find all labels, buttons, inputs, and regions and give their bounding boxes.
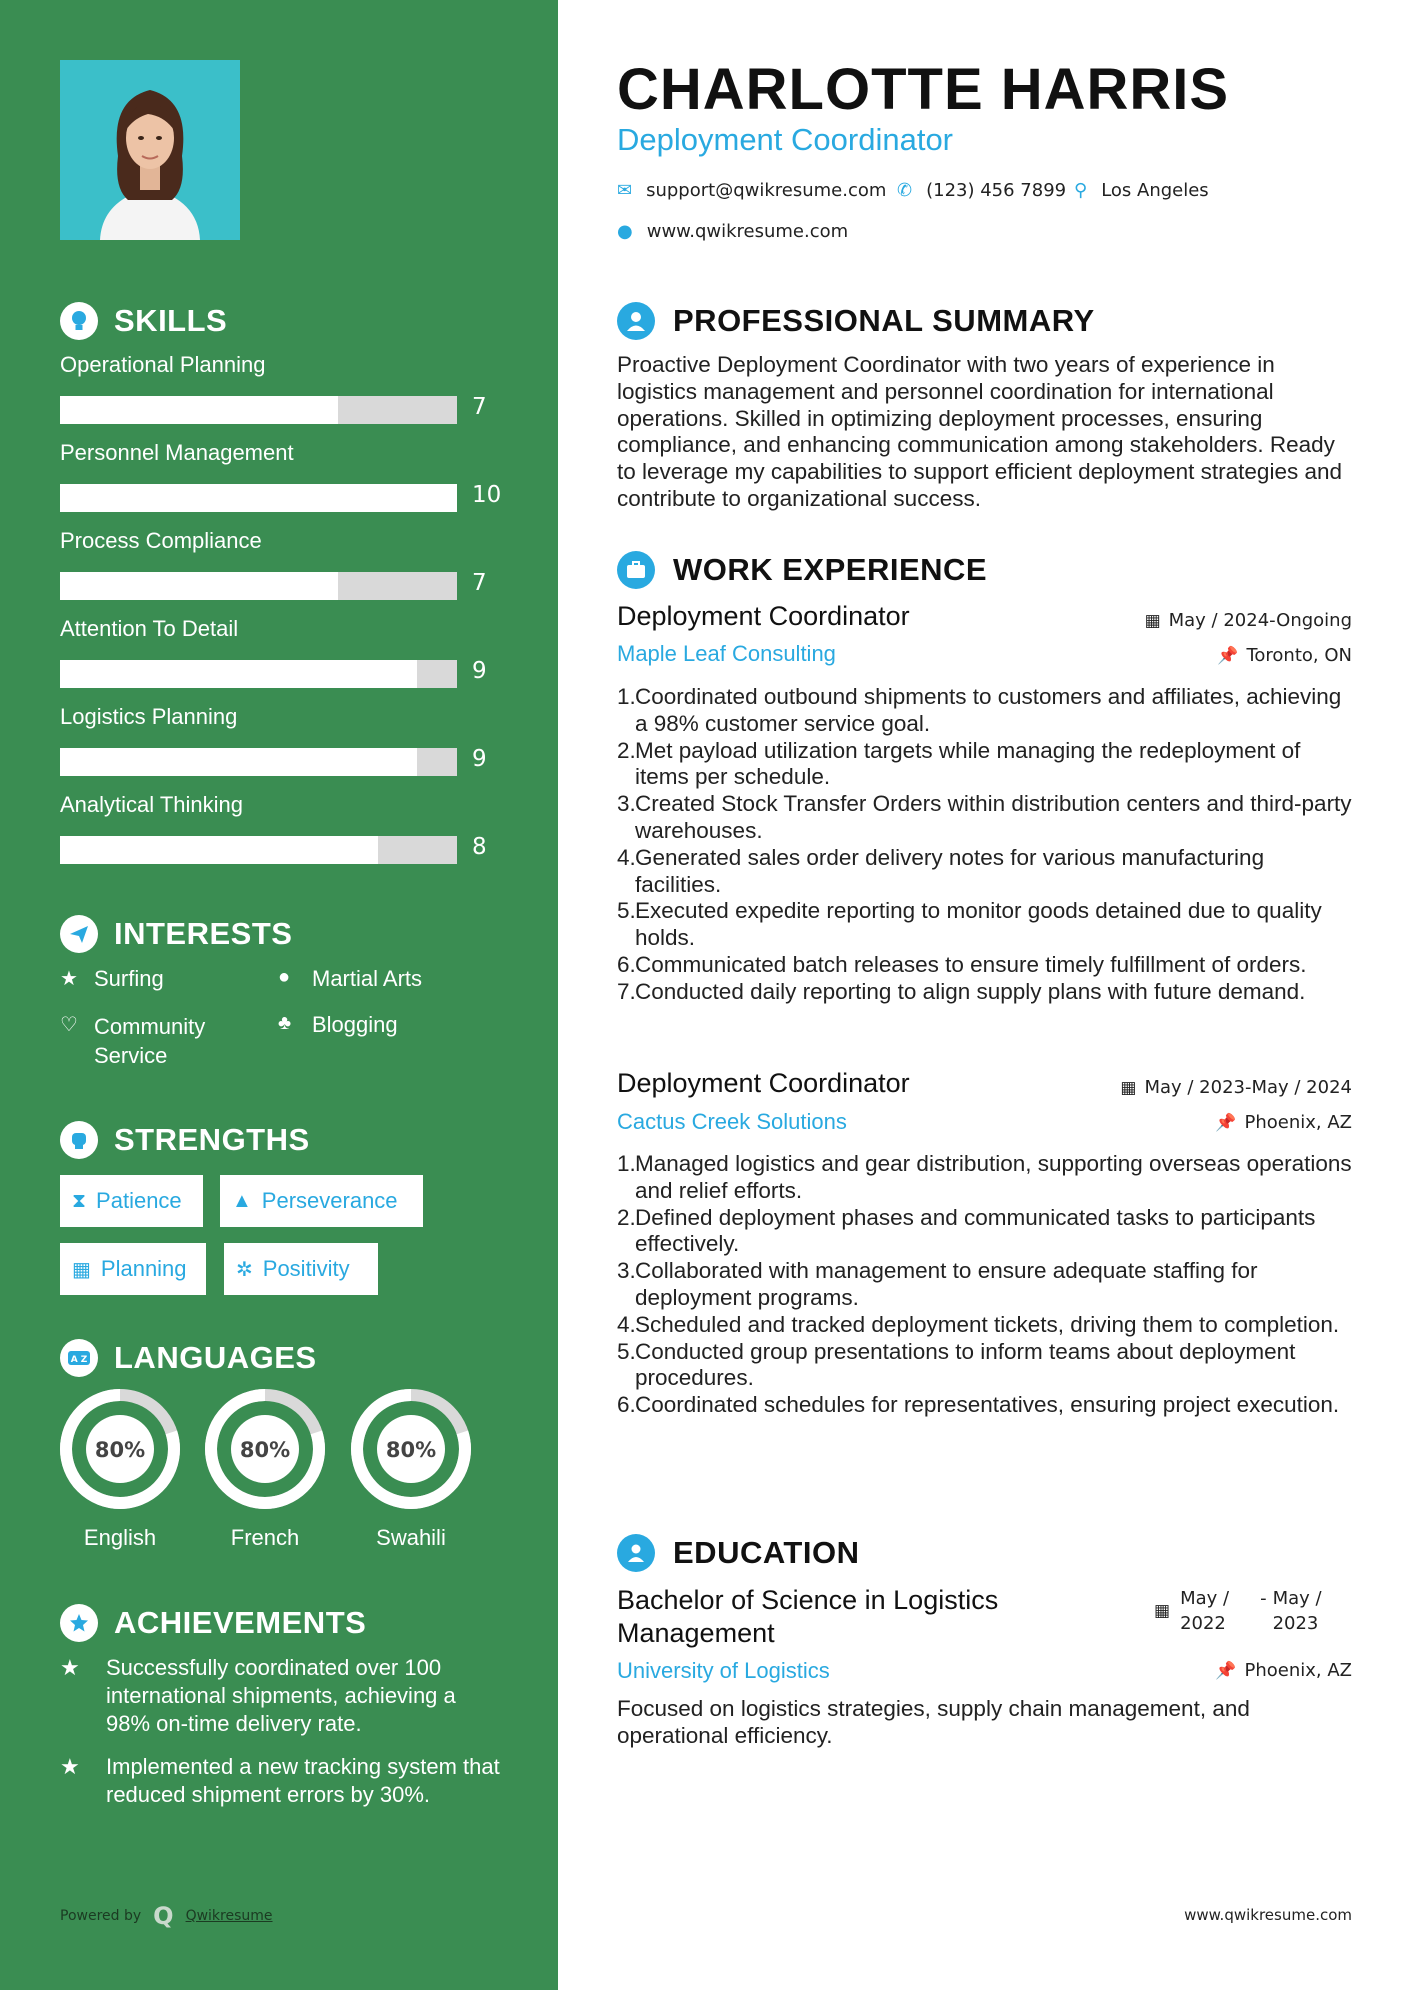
interests-heading	[60, 915, 292, 953]
list-item: 2. Met payload utilization targets while managing the redeployment of items per schedule.	[617, 738, 1352, 792]
duty-text: Conducted group presentations to inform teams about deployment procedures.	[635, 1338, 1296, 1391]
education-title: EDUCATION	[673, 1535, 860, 1570]
badge-star-icon	[60, 1604, 98, 1642]
skill-bar	[60, 748, 457, 776]
star-icon: ★	[60, 968, 78, 990]
list-item: 6. Communicated batch releases to ensure timely fulfillment of orders.	[617, 951, 1307, 977]
strengths-heading	[60, 1121, 310, 1159]
strength-label: Perseverance	[261, 1188, 398, 1213]
list-item: 3. Collaborated with management to ensure adequate staffing for deployment programs.	[617, 1258, 1352, 1312]
phone-text: (123) 456 7899	[926, 180, 1067, 201]
website-text: www.qwikresume.com	[646, 221, 849, 242]
interest-label: Surfing	[94, 966, 164, 991]
calendar-icon: ▦	[72, 1258, 91, 1281]
phone-icon: ✆	[897, 180, 913, 201]
skill-name: Process Compliance	[60, 528, 262, 553]
candidate-name: CHARLOTTE HARRIS	[617, 57, 1230, 122]
language-percent: 80%	[94, 1438, 146, 1462]
list-item: 4. Generated sales order delivery notes for various manufacturing facilities.	[617, 845, 1352, 899]
skill-item	[60, 792, 500, 860]
duty-text: Coordinated outbound shipments to customers and affiliates, achieving a 98% customer service goal.	[635, 684, 1342, 736]
skill-value: 9	[472, 746, 487, 772]
skill-bar	[60, 396, 457, 424]
calendar-icon: ▦	[1120, 1077, 1137, 1098]
job-company: Cactus Creek Solutions	[617, 1109, 847, 1134]
achievement-item	[60, 1654, 500, 1738]
job-dates-text: May / 2024-Ongoing	[1168, 610, 1352, 631]
skill-name: Operational Planning	[60, 352, 266, 377]
education-dates: ▦ May / 2022 - May / 2023	[1154, 1586, 1333, 1636]
list-item: 6. Coordinated schedules for representatives, ensuring project execution.	[617, 1392, 1340, 1418]
skills-title: SKILLS	[114, 303, 228, 338]
interest-item	[60, 966, 164, 992]
group-icon: ♣	[278, 1012, 292, 1034]
hourglass-icon: ⧗	[72, 1189, 87, 1212]
skill-fill	[60, 836, 378, 864]
list-item: 7. Conducted daily reporting to align supply plans with future demand.	[617, 978, 1306, 1004]
work-title: WORK EXPERIENCE	[673, 552, 988, 587]
calendar-icon: ▦	[1144, 610, 1161, 631]
pin-icon: 📌	[1217, 645, 1239, 666]
interest-label: Martial Arts	[312, 966, 423, 991]
duty-text: Collaborated with management to ensure adequate staffing for deployment programs.	[635, 1258, 1258, 1310]
qwikresume-logo-icon: Q	[153, 1902, 174, 1930]
interest-item	[278, 1012, 398, 1038]
contact-phone[interactable]	[897, 180, 1066, 201]
strength-label: Patience	[96, 1188, 182, 1213]
skill-name: Personnel Management	[60, 440, 294, 465]
school-name: University of Logistics	[617, 1658, 830, 1683]
summary-title: PROFESSIONAL SUMMARY	[673, 303, 1095, 338]
education-heading	[617, 1534, 859, 1572]
user-icon	[617, 302, 655, 340]
hand-icon: ♡	[60, 1014, 78, 1036]
job-location-text: Toronto, ON	[1246, 645, 1352, 666]
language-percent: 80%	[239, 1438, 291, 1462]
skill-item	[60, 440, 502, 508]
globe-icon: ●	[617, 221, 633, 242]
avatar	[60, 60, 240, 240]
strength-chip	[220, 1175, 423, 1227]
interest-label: Community Service	[94, 1014, 206, 1068]
envelope-icon: ✉	[617, 180, 633, 201]
interest-item	[60, 1012, 205, 1070]
footer-website[interactable]: www.qwikresume.com	[1184, 1906, 1352, 1924]
achievements-title: ACHIEVEMENTS	[114, 1605, 367, 1640]
graduation-icon	[617, 1534, 655, 1572]
list-item: 5. Executed expedite reporting to monitor goods detained due to quality holds.	[617, 898, 1352, 952]
star-icon: ★	[60, 1754, 80, 1779]
languages-title: LANGUAGES	[114, 1340, 317, 1375]
skill-bar	[60, 484, 457, 512]
language-item	[349, 1387, 473, 1551]
duty-text: Executed expedite reporting to monitor goods detained due to quality holds.	[635, 898, 1322, 951]
duty-text: Scheduled and tracked deployment tickets, driving them to completion.	[635, 1311, 1340, 1337]
duty-text: Conducted daily reporting to align supply plans with future demand.	[635, 978, 1306, 1004]
road-icon: ▲	[232, 1189, 252, 1212]
skill-fill	[60, 484, 457, 512]
skill-bar	[60, 572, 457, 600]
duty-text: Generated sales order delivery notes for various manufacturing facilities.	[635, 844, 1265, 897]
powered-by-label: Powered by	[60, 1908, 142, 1924]
list-item: 5. Conducted group presentations to inform teams about deployment procedures.	[617, 1339, 1352, 1393]
briefcase-icon	[617, 551, 655, 589]
contact-email[interactable]	[617, 180, 886, 201]
job-location	[1215, 1112, 1352, 1133]
strength-chip	[224, 1243, 378, 1295]
profile-photo	[60, 60, 240, 240]
strength-label: Positivity	[262, 1256, 350, 1281]
duty-text: Created Stock Transfer Orders within distribution centers and third-party warehouses.	[635, 791, 1352, 843]
contact-location	[1074, 180, 1209, 201]
job-dates	[1120, 1077, 1352, 1098]
duty-text: Coordinated schedules for representatives, ensuring project execution.	[635, 1392, 1340, 1418]
degree-title: Bachelor of Science in Logistics Management	[617, 1585, 999, 1648]
achievement-text: Successfully coordinated over 100 international shipments, achieving a 98% on-time delivery rate.	[106, 1655, 456, 1736]
skill-value: 9	[472, 658, 487, 684]
summary-text: Proactive Deployment Coordinator with two years of experience in logistics management and personnel coordination for international operations. Skilled in optimizing deployment processes, ensuring compliance, and enhancing communication among stakeholders. Ready to leverage my capabilities to support efficient deployment strategies and contribute to organizational success.	[617, 352, 1342, 511]
education-start: May / 2022	[1180, 1588, 1230, 1634]
strength-chip	[60, 1243, 206, 1295]
skill-fill	[60, 660, 417, 688]
strength-label: Planning	[100, 1256, 187, 1281]
achievement-item	[60, 1753, 500, 1809]
job-title: Deployment Coordinator	[617, 1068, 910, 1098]
skills-heading	[60, 302, 227, 340]
location-text: Los Angeles	[1101, 180, 1209, 201]
education-location	[1215, 1660, 1352, 1681]
work-heading	[617, 551, 987, 589]
lightbulb-icon	[60, 302, 98, 340]
skill-bar	[60, 660, 457, 688]
list-item: 3. Created Stock Transfer Orders within distribution centers and third-party warehouses.	[617, 791, 1352, 843]
language-ring	[349, 1387, 473, 1511]
education-end: May / 2023	[1272, 1588, 1322, 1634]
sidebar	[0, 0, 558, 1990]
job-dates	[1145, 610, 1352, 631]
strength-chip	[60, 1175, 203, 1227]
pin-icon: 📌	[1215, 1660, 1237, 1681]
job-dates-text: May / 2023-May / 2024	[1144, 1077, 1352, 1098]
language-percent: 80%	[385, 1438, 437, 1462]
map-pin-icon: ⚲	[1074, 180, 1088, 201]
calendar-icon: ▦	[1154, 1601, 1171, 1621]
interests-title: INTERESTS	[114, 916, 293, 951]
brand-link[interactable]: Qwikresume	[185, 1908, 273, 1924]
language-name: French	[230, 1525, 300, 1550]
globe-icon: ●	[278, 966, 291, 988]
skill-fill	[60, 572, 338, 600]
duty-text: Defined deployment phases and communicated tasks to participants effectively.	[635, 1204, 1316, 1257]
languages-heading	[60, 1339, 317, 1377]
translate-icon	[60, 1339, 98, 1377]
skill-value: 10	[472, 482, 502, 508]
duty-text: Managed logistics and gear distribution, supporting overseas operations and relief efforts.	[635, 1151, 1352, 1203]
duty-text: Communicated batch releases to ensure timely fulfillment of orders.	[635, 951, 1307, 977]
achievements-heading	[60, 1604, 366, 1642]
contact-website[interactable]	[617, 221, 848, 242]
job-title: Deployment Coordinator	[617, 601, 910, 631]
star-icon: ★	[60, 1655, 80, 1680]
duty-text: Met payload utilization targets while managing the redeployment of items per schedule.	[635, 737, 1301, 790]
email-text: support@qwikresume.com	[646, 180, 887, 201]
list-item: 2. Defined deployment phases and communicated tasks to participants effectively.	[617, 1205, 1352, 1259]
language-ring	[58, 1387, 182, 1511]
list-item: 1. Coordinated outbound shipments to customers and affiliates, achieving a 98% customer service goal.	[617, 684, 1352, 738]
language-ring	[203, 1387, 327, 1511]
education-location-text: Phoenix, AZ	[1244, 1660, 1352, 1681]
paper-plane-icon	[60, 915, 98, 953]
skill-fill	[60, 396, 338, 424]
strengths-title: STRENGTHS	[114, 1122, 310, 1157]
language-item	[203, 1387, 327, 1551]
list-item: 1. Managed logistics and gear distribution, supporting overseas operations and relief efforts.	[617, 1151, 1352, 1203]
svg-text:A Z: A Z	[70, 1355, 88, 1365]
powered-by	[60, 1902, 273, 1930]
interest-item	[278, 966, 422, 992]
job-location-text: Phoenix, AZ	[1244, 1112, 1352, 1133]
skill-item	[60, 528, 500, 596]
skill-name: Attention To Detail	[60, 616, 239, 641]
pin-icon: 📌	[1215, 1112, 1237, 1133]
language-name: English	[83, 1525, 157, 1550]
language-name: Swahili	[376, 1525, 446, 1550]
summary-heading	[617, 302, 1095, 340]
fist-icon	[60, 1121, 98, 1159]
skill-value: 8	[472, 834, 487, 860]
education-description: Focused on logistics strategies, supply chain management, and operational efficiency.	[617, 1696, 1250, 1748]
skill-fill	[60, 748, 417, 776]
skill-name: Analytical Thinking	[60, 792, 244, 817]
job-location	[1217, 645, 1352, 666]
gear-icon: ✲	[236, 1258, 253, 1281]
skill-item	[60, 352, 500, 420]
list-item: 4. Scheduled and tracked deployment tickets, driving them to completion.	[617, 1311, 1340, 1337]
skill-value: 7	[472, 570, 487, 596]
job-duties	[617, 684, 1352, 1006]
skill-bar	[60, 836, 457, 864]
skill-name: Logistics Planning	[60, 704, 238, 729]
job-duties	[617, 1151, 1352, 1419]
language-item	[58, 1387, 182, 1551]
skill-value: 7	[472, 394, 487, 420]
skill-item	[60, 704, 500, 772]
achievement-text: Implemented a new tracking system that reduced shipment errors by 30%.	[106, 1754, 500, 1807]
job-company: Maple Leaf Consulting	[617, 641, 836, 666]
interest-label: Blogging	[312, 1012, 398, 1037]
skill-item	[60, 616, 500, 684]
candidate-role: Deployment Coordinator	[617, 122, 954, 157]
